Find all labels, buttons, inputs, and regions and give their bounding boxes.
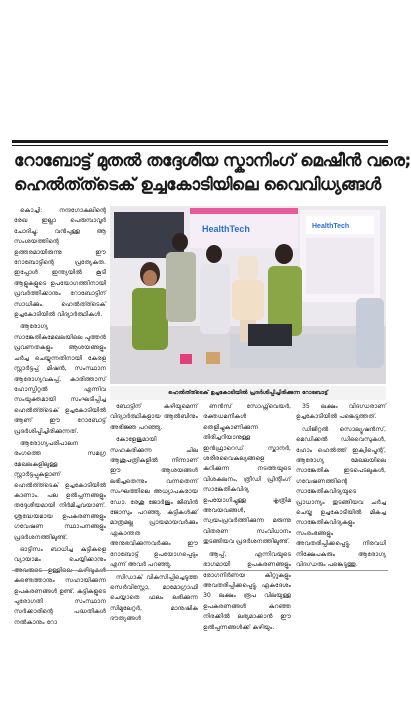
paragraph: ഡിജിറ്റൽ സൊല്യൂഷൻസ്, മെഡിക്കൽ ഡിവൈസുകൾ, ഹോം ഹെൽത്ത് ഇക്വിപ്മെന്റ്, ആരോഗ്യ മേഖലയിലെ സാങ്കേതിക ഇടപെടലുകൾ, ഗവേഷണത്തിന്റെ സാങ്കേതികവിദ്യയുടെ പ്രാധാന്യം തുടങ്ങിയവ ചർച്ച ചെയ്ത ഉച്ചകോടിയിൽ മികച്ച സാങ്കേതികവിദ്യകളും സംരംഭങ്ങളും അവതരിപ്പിക്കപ്പെട്ടു. നിരവധി നിക്ഷേപകരും ആരോഗ്യ വിദഗ്ധരും പങ്കെടുത്തു. [296, 425, 386, 569]
article-column-3 [203, 402, 291, 631]
paragraph: ആപ്പ്, എന്നിവയുടെ ഭാഗമായി ഉപകരണങ്ങളും രോഗനിർണയ കിറ്റുകളും അവതരിപ്പിക്കപ്പെട്ടു. ഏകദേശം 30 ലക്ഷം രൂപ വിലയുള്ള ഉപകരണങ്ങൾ കുറഞ്ഞ നിരക്കിൽ ലഭ്യമാക്കാൻ ഈ ഉൽപ്പന്നങ്ങൾക്ക് കഴിയും. [203, 550, 291, 631]
paragraph: ആരോഗ്യ സാങ്കേതികമേഖലയിലെ പുത്തൻ പ്രവണതകളും ആശയങ്ങളും ചർച്ച ചെയ്യുന്നതിനായി കേരള സ്റ്റാർട്ടപ്പ് മിഷൻ, സംസ്ഥാന ആരോഗ്യവകുപ്പ്, കാരിത്താസ് ഹോസ്പിറ്റൽ എന്നിവ സംയുക്തമായി സംഘടിപ്പിച്ച ഹെൽത്ത്ടെക് ഉച്ചകോടിയിൽ ആണ് ഈ റോബോട്ട് പ്രദർശിപ്പിച്ചിരിക്കുന്നത്. [14, 323, 106, 435]
photo-illustration [110, 206, 386, 384]
paragraph: ബോട്ടിന് കഴിയുമെന്ന് വിദ്യാർത്ഥികളായ ആൽബിനും അഭിജ്ഞ പറഞ്ഞു. [110, 403, 198, 431]
bottom-rule [12, 570, 388, 571]
headline-line-2: ഹെൽത്ത്ടെക് ഉച്ചകോടിയിലെ വൈവിധ്യങ്ങൾ [14, 175, 381, 195]
banner-pink-strip [190, 208, 298, 214]
photo-caption: ഹെൽത്ത്ടെക് ഉച്ചകോടിയിൽ പ്രദർശിപ്പിച്ചിരിക്കുന്ന റോബോട്ട് [110, 386, 386, 400]
paragraph: സിഡാക് വികസിപ്പിച്ചെടുത്ത സെർവിസ്റ്റോ, മാമോഗ്രാഫി ചെയ്യാതെ ഫലം ലഭിക്കുന്ന സിമുലേറ്റർ, മാനുഷിക ദൗത്യങ്ങൾ [110, 573, 198, 623]
banner-label: HealthTech [202, 224, 250, 234]
paragraph: കോളേജുമായി സഹകരിക്കുന്ന ചില ആശുപത്രികളിൽ നിന്നാണ് ഈ ആശയങ്ങൾ ലഭിച്ചതെന്നും വന്നതെന്ന് സംഘത്തിലെ അധ്യാപകരായ ഡോ. രേശു ജോർജും ജിബിൻ ജോസും പറഞ്ഞു. കുട്ടികൾക്ക് മാത്രമല്ല പ്രായമായവർക്കും ഏകാന്തത അനുഭവിക്കുന്നവർക്കും ഈ റോബോട്ട് ഉപയോഗപ്പെടും എന്ന് അവർ പറഞ്ഞു. [110, 436, 198, 569]
paragraph: ണൻസ് സോഫ്റ്റ്‌വെയർ, രക്തധമനികൾ തെളിച്ചുകാണിക്കുന്ന തിരിച്ചറിയാനുള്ള ഇൻഫ്രാറെഡ് സ്കാനർ, ശരീരവൈകല്യങ്ങളെ കുറിക്കുന്ന നടത്തയുടെ വിശകലനം, ത്രീഡി പ്രിന്റിംഗ് സാങ്കേതികവിദ്യ ഉപയോഗിച്ചുള്ള കൃത്രിമ അവയവങ്ങൾ, സ്വയംപ്രവർത്തിക്കുന്ന മരുന്നു വിതരണ സംവിധാനം തുടങ്ങിയവ പ്രദർശനത്തിലുണ്ട്. [203, 403, 291, 546]
article-column-2 [110, 402, 198, 623]
banner-label-right: HealthTech [312, 223, 350, 230]
news-photo [110, 206, 386, 384]
paragraph: ആരോഗ്യപരിപാലന രംഗത്തെ സമഗ്ര മേഖലകളിലുള്ള സ്റ്റാർട്ടപ്പുകളാണ് ഹെൽത്ത്ടെക് ഉച്ചകോടിയിൽ കാണാം. പല ഉൽപ്പന്നങ്ങളും തദ്ദേശീയമായി നിർമിച്ചവയാണ്. ശ്രദ്ധേയമായ ഉപകരണങ്ങളും ഗവേഷണ സ്ഥാപനങ്ങളും പ്രദർശനത്തിലുണ്ട്. [14, 439, 106, 541]
headline-line-1: റോബോട്ട് മുതൽ തദ്ദേശീയ സ്കാനിംഗ് മെഷീൻ വരെ; [14, 151, 411, 171]
top-rule [12, 140, 388, 143]
paragraph: 35 ലക്ഷം വിദഗ്ധരാണ് ഉച്ചകോടിയിൽ പങ്കെടുത്തത്. [296, 403, 386, 421]
paragraph: ഓട്ടിസം ബാധിച്ച കുട്ടികളെ വ്യായാമം ചെയ്യിക്കാനും കണ്ടെത്താനും സഹായിക്കുന്ന ഉപകരണങ്ങൾ ഉണ്ട്. കുട്ടികളുടെ പുരോഗതി സംസ്ഥാന സർക്കാരിന്റെ പദ്ധതികൾ നൽകാനും റോ [14, 546, 106, 626]
top-rule-thin [12, 145, 388, 146]
paragraph: കൊച്ചി: നന്ദഗോകുലിന്റെ രേഖ ഇല്ലാ പെരുമ്പാവൂർ ചോദിച്ചു; വൻപുള്ള ആ സംശയത്തിന്റെ ഉത്തരമായിരുന്നു ഈ റോബോട്ടിന്റെ പ്രത്യേകത. ഇപ്പോൾ ഇന്ത്യയിൽ കൂടി ആളുകളുടെ ഉപയോഗത്തിനായി പ്രവർത്തിക്കാനും റോബോട്ടിന് സാധിക്കും. ഹെൽത്ത്ടെക് ഉച്ചകോടിയിൽ വിദ്യാർത്ഥികൾ. [14, 207, 106, 319]
newspaper-clipping [12, 140, 411, 631]
article-column-4 [296, 402, 386, 570]
article-column-1 [14, 206, 106, 626]
